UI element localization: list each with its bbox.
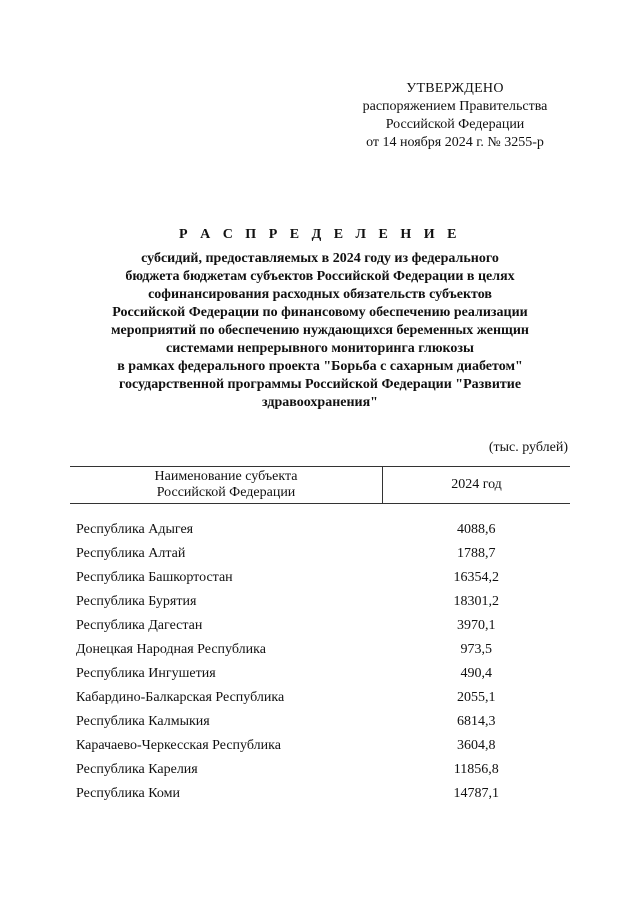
approval-line-3: от 14 ноября 2024 г. № 3255-р [366,135,544,150]
table-row [70,566,570,590]
table-row [70,662,570,686]
region-value: 490,4 [460,666,492,681]
distribution-table [70,466,570,806]
region-name: Республика Карелия [76,762,198,777]
subtitle-line: государственной программы Российской Федерации "Развитие [118,377,522,392]
subtitle-line: в рамках федерального проекта "Борьба с сахарным диабетом" [117,359,523,374]
region-value: 18301,2 [453,594,499,609]
region-name: Республика Коми [76,786,180,801]
header-region-name-line-1: Наименование субъекта [154,469,298,484]
region-value: 3970,1 [457,618,496,633]
subtitle-line: Российской Федерации по финансовому обеспечению реализации [112,305,528,320]
header-year: 2024 год [383,467,571,504]
table-row [70,590,570,614]
region-value: 16354,2 [453,570,499,585]
document-title: Р А С П Р Е Д Е Л Е Н И Е [179,227,461,242]
table-row [70,638,570,662]
approval-line-2: Российской Федерации [385,117,525,132]
region-value: 11856,8 [453,762,499,777]
subtitle-line: системами непрерывного мониторинга глюкозы [166,341,474,356]
region-name: Республика Башкортостан [76,570,233,585]
subtitle-line: мероприятий по обеспечению нуждающихся беременных женщин [110,323,530,338]
region-value: 973,5 [460,642,492,657]
document-title-block [60,226,580,412]
subtitle-line: софинансирования расходных обязательств субъектов [148,287,492,302]
approval-line-1: распоряжением Правительства [362,99,548,114]
table-spacer [70,504,570,519]
region-name: Республика Адыгея [76,522,194,537]
table-header-row [70,467,570,504]
region-name: Республика Калмыкия [76,714,210,729]
region-value: 4088,6 [457,522,496,537]
approval-heading: УТВЕРЖДЕНО [406,81,504,96]
region-value: 1788,7 [457,546,496,561]
region-name: Карачаево-Черкесская Республика [76,738,281,753]
region-value: 3604,8 [457,738,496,753]
header-region-name-line-2: Российской Федерации [156,485,296,500]
region-value: 14787,1 [453,786,499,801]
table-row [70,710,570,734]
region-name: Республика Алтай [76,546,186,561]
region-name: Донецкая Народная Республика [76,642,266,657]
table-row [70,686,570,710]
header-region-name [70,467,383,504]
region-name: Республика Дагестан [76,618,203,633]
subtitle-line: бюджета бюджетам субъектов Российской Федерации в целях [125,269,515,284]
table-row [70,734,570,758]
table-row [70,518,570,542]
approval-stamp [340,80,570,152]
region-value: 2055,1 [457,690,496,705]
region-name: Республика Ингушетия [76,666,216,681]
subtitle-line: субсидий, предоставляемых в 2024 году из федерального [141,251,499,266]
table-row [70,542,570,566]
table-row [70,758,570,782]
region-name: Кабардино-Балкарская Республика [76,690,285,705]
region-name: Республика Бурятия [76,594,197,609]
units-label: (тыс. рублей) [488,440,568,455]
region-value: 6814,3 [457,714,496,729]
table-row [70,614,570,638]
subtitle-line: здравоохранения" [262,395,378,410]
table-row [70,782,570,806]
